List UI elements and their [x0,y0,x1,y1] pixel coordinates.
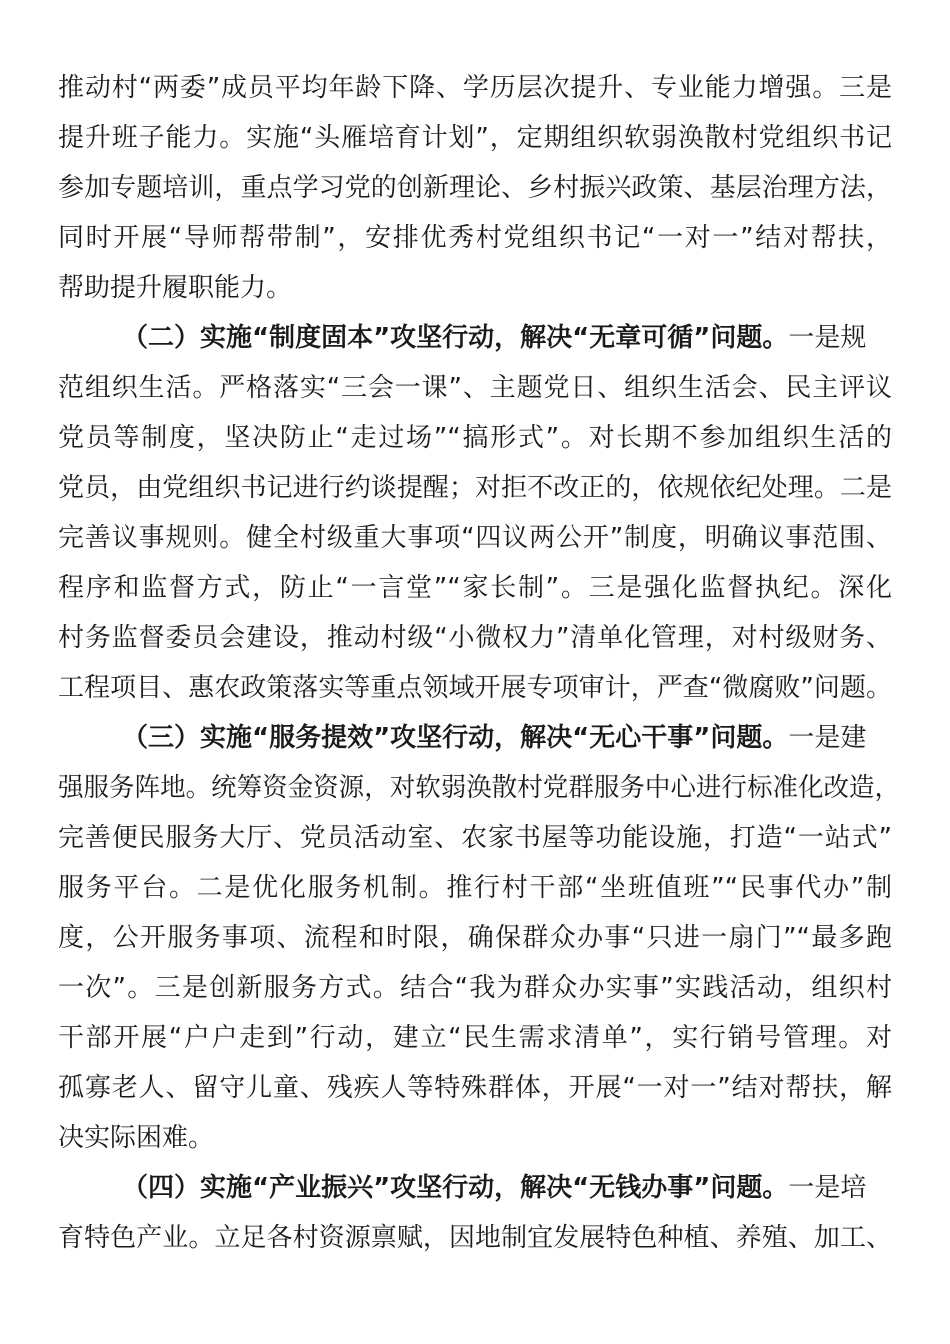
text-line: 提升班子能力。实施“头雁培育计划”，定期组织软弱涣散村党组织书记 [58,123,892,153]
text-line: 党员等制度，坚决防止“走过场”“搞形式”。对长期不参加组织生活的 [58,423,892,453]
text-line: 范组织生活。严格落实“三会一课”、主题党日、组织生活会、民主评议 [58,373,892,403]
text-line: 工程项目、惠农政策落实等重点领域开展专项审计，严查“微腐败”问题。 [58,673,892,703]
text-line: 程序和监督方式，防止“一言堂”“家长制”。三是强化监督执纪。深化 [58,573,892,603]
text-line: 推动村“两委”成员平均年龄下降、学历层次提升、专业能力增强。三是 [58,73,892,103]
section-heading-line [122,320,866,356]
text-line: 党员，由党组织书记进行约谈提醒；对拒不改正的，依规依纪处理。二是 [58,473,892,503]
text-line: 同时开展“导师帮带制”，安排优秀村党组织书记“一对一”结对帮扶， [58,223,892,253]
text-run: 一是培 [788,1173,867,1203]
text-line: 参加专题培训，重点学习党的创新理论、乡村振兴政策、基层治理方法， [58,173,892,203]
section-heading-line [122,1170,866,1206]
text-line: 完善议事规则。健全村级重大事项“四议两公开”制度，明确议事范围、 [58,523,892,553]
text-line: 决实际困难。 [58,1123,215,1153]
text-line: 完善便民服务大厅、党员活动室、农家书屋等功能设施，打造“一站式” [58,823,892,853]
section-heading: （三）实施“服务提效”攻坚行动，解决“无心干事”问题。 [122,723,789,753]
text-line: 一次”。三是创新服务方式。结合“我为群众办实事”实践活动，组织村 [58,973,892,1003]
text-run: 一是规 [788,323,867,353]
text-line: 村务监督委员会建设，推动村级“小微权力”清单化管理，对村级财务、 [58,623,892,653]
text-line: 孤寡老人、留守儿童、残疾人等特殊群体，开展“一对一”结对帮扶，解 [58,1073,892,1103]
text-run: 一是建 [788,723,867,753]
text-line: 服务平台。二是优化服务机制。推行村干部“坐班值班”“民事代办”制 [58,873,892,903]
text-line: 育特色产业。立足各村资源禀赋，因地制宜发展特色种植、养殖、加工、 [58,1223,892,1253]
text-line: 度，公开服务事项、流程和时限，确保群众办事“只进一扇门”“最多跑 [58,923,892,953]
section-heading: （四）实施“产业振兴”攻坚行动，解决“无钱办事”问题。 [122,1173,789,1203]
section-heading: （二）实施“制度固本”攻坚行动，解决“无章可循”问题。 [122,323,789,353]
text-line: 帮助提升履职能力。 [58,273,293,303]
section-heading-line [122,720,866,756]
text-line: 强服务阵地。统筹资金资源，对软弱涣散村党群服务中心进行标准化改造， [58,773,901,803]
text-line: 干部开展“户户走到”行动，建立“民生需求清单”，实行销号管理。对 [58,1023,892,1053]
